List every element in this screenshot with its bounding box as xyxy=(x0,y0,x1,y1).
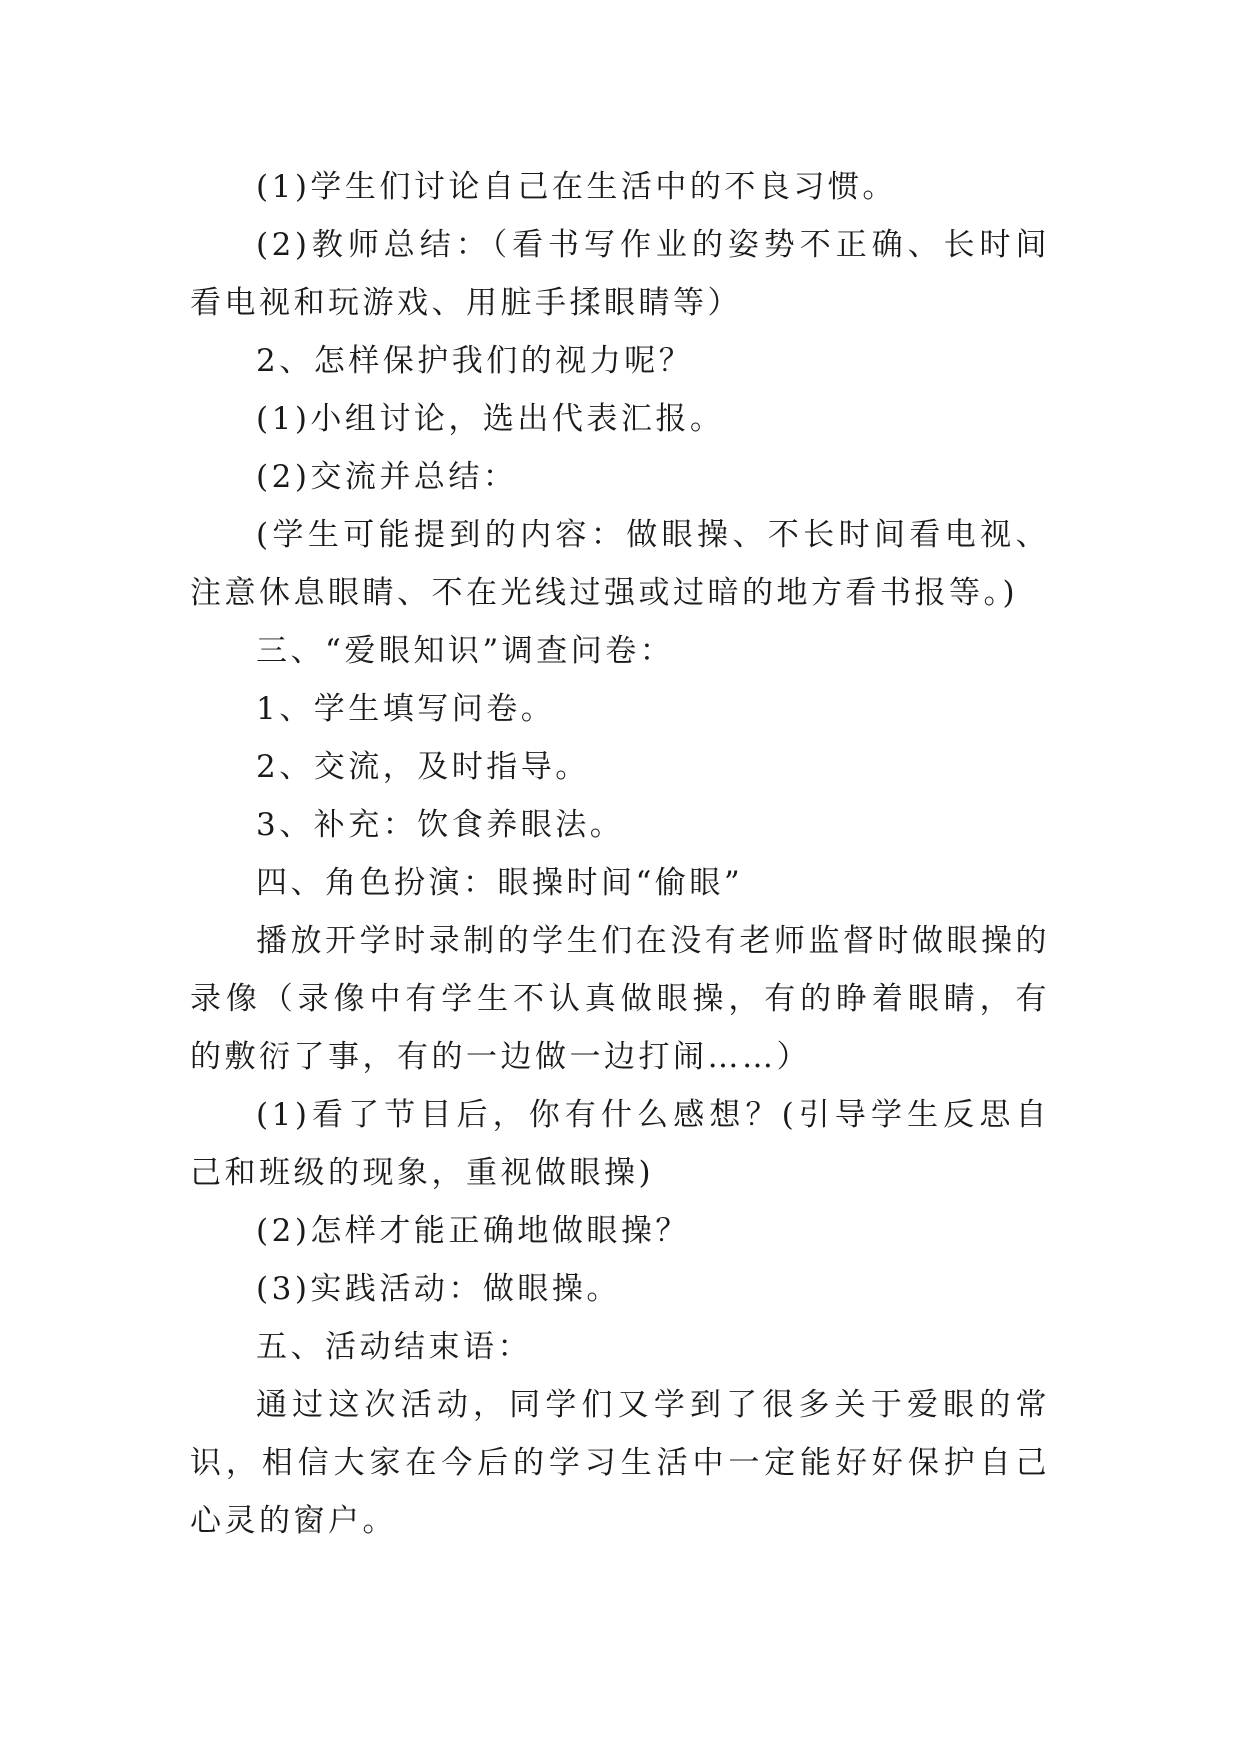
paragraph-student-answers: (学生可能提到的内容：做眼操、不长时间看电视、注意休息眼睛、不在光线过强或过暗的地方看书报等。) xyxy=(190,517,1050,611)
paragraph-how-to-protect-vision: 2、怎样保护我们的视力呢？ xyxy=(256,343,694,379)
document-body xyxy=(190,158,1050,1550)
paragraph-closing-remarks: 通过这次活动，同学们又学到了很多关于爱眼的常识，相信大家在今后的学习生活中一定能好好保护自己心灵的窗户。 xyxy=(190,1387,1050,1539)
paragraph-diet-eye-care: 3、补充：饮食养眼法。 xyxy=(256,807,625,843)
paragraph-practice-activity: (3)实践活动：做眼操。 xyxy=(256,1271,621,1307)
paragraph-teacher-summary: (2)教师总结：（看书写作业的姿势不正确、长时间看电视和玩游戏、用脏手揉眼睛等） xyxy=(190,227,1050,321)
paragraph-discuss-bad-habits: (1)学生们讨论自己在生活中的不良习惯。 xyxy=(256,169,897,205)
paragraph-correct-eye-exercise: (2)怎样才能正确地做眼操？ xyxy=(256,1213,690,1249)
paragraph-fill-survey: 1、学生填写问卷。 xyxy=(256,691,556,727)
section-heading-eye-survey: 三、“爱眼知识”调查问卷： xyxy=(256,633,675,669)
paragraph-exchange-summary: (2)交流并总结： xyxy=(256,459,518,495)
paragraph-group-discussion: (1)小组讨论，选出代表汇报。 xyxy=(256,401,725,437)
paragraph-play-video: 播放开学时录制的学生们在没有老师监督时做眼操的录像（录像中有学生不认真做眼操，有的睁着眼睛，有的敷衍了事，有的一边做一边打闹……） xyxy=(190,923,1050,1075)
paragraph-reflection-question: (1)看了节目后，你有什么感想？(引导学生反思自己和班级的现象，重视做眼操) xyxy=(190,1097,1050,1191)
section-heading-closing: 五、活动结束语： xyxy=(256,1329,532,1365)
section-heading-role-play: 四、角色扮演：眼操时间“偷眼” xyxy=(256,865,744,901)
paragraph-exchange-guidance: 2、交流，及时指导。 xyxy=(256,749,590,785)
